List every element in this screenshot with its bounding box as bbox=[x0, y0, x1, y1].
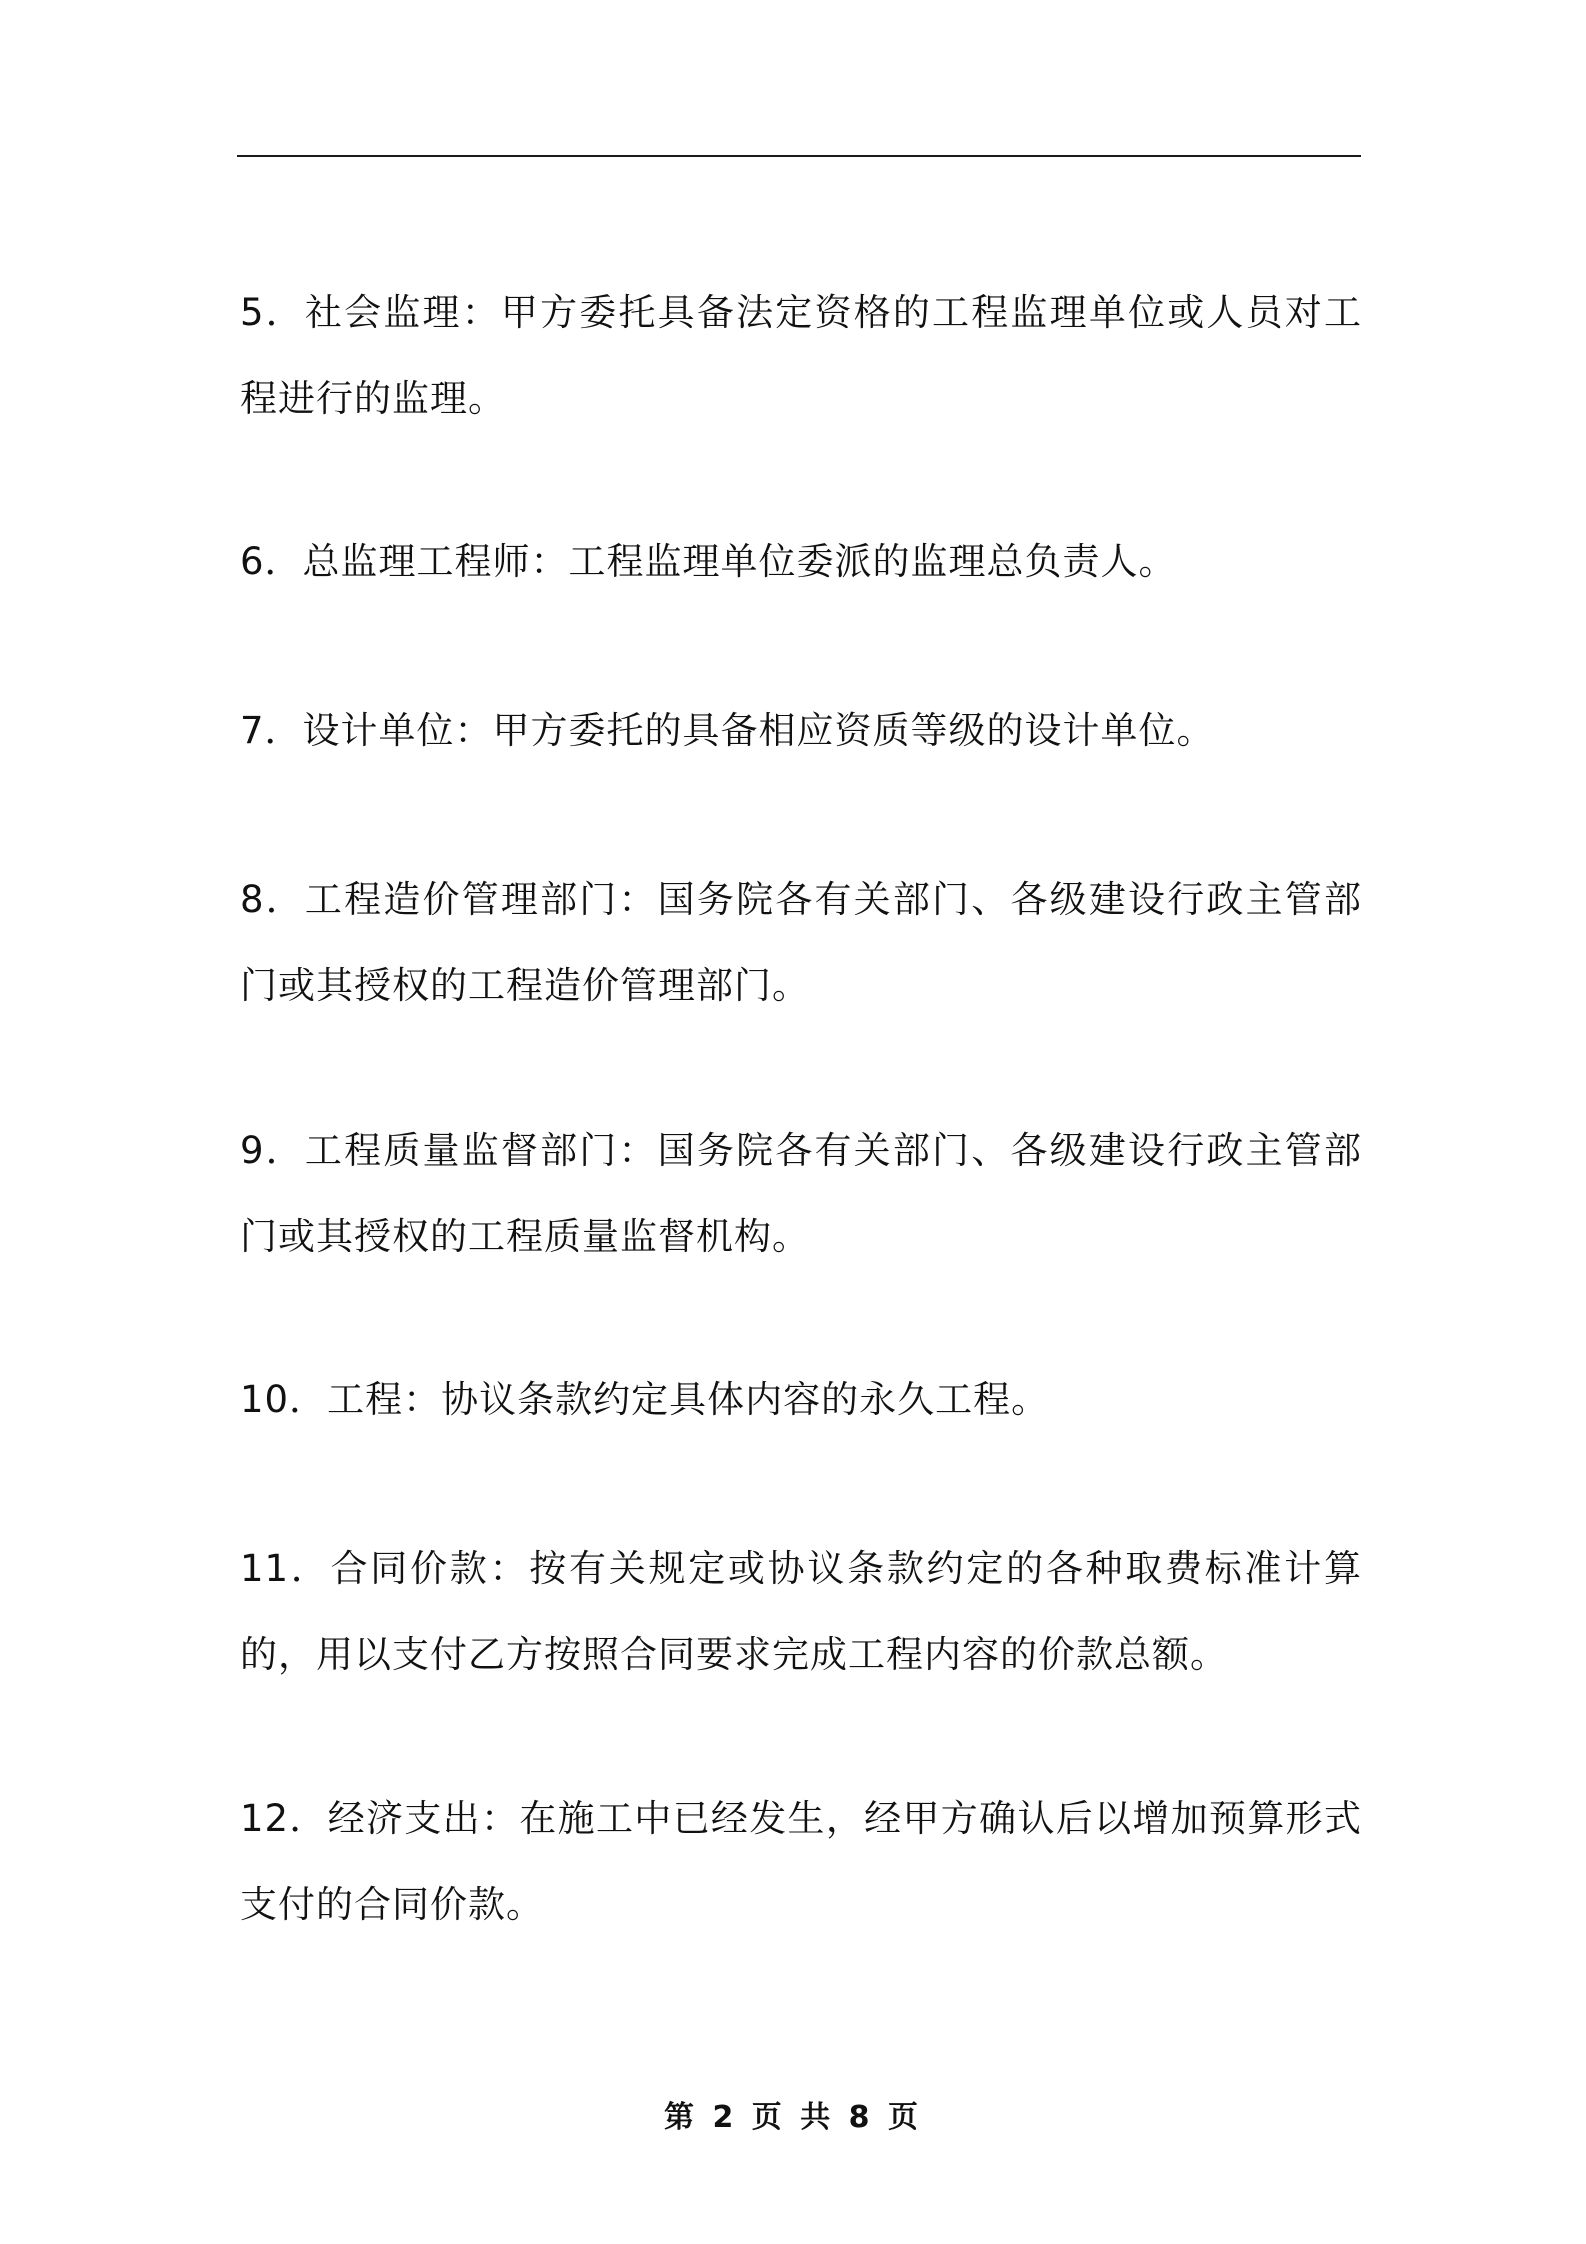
clause-9: 9．工程质量监督部门：国务院各有关部门、各级建设行政主管部门或其授权的工程质量监督机构。 bbox=[240, 1129, 1362, 1258]
clause-12: 12．经济支出：在施工中已经发生，经甲方确认后以增加预算形式支付的合同价款。 bbox=[240, 1797, 1362, 1926]
clause-6: 6．总监理工程师：工程监理单位委派的监理总负责人。 bbox=[240, 540, 1177, 583]
clause-8: 8．工程造价管理部门：国务院各有关部门、各级建设行政主管部门或其授权的工程造价管理部门。 bbox=[240, 878, 1362, 1007]
clause-10: 10．工程：协议条款约定具体内容的永久工程。 bbox=[240, 1378, 1050, 1421]
clause-5: 5．社会监理：甲方委托具备法定资格的工程监理单位或人员对工程进行的监理。 bbox=[240, 291, 1362, 420]
page-number-footer: 第 2 页 共 8 页 bbox=[664, 2100, 922, 2135]
header-rule bbox=[237, 155, 1361, 157]
clause-7: 7．设计单位：甲方委托的具备相应资质等级的设计单位。 bbox=[240, 709, 1215, 752]
clause-11: 11．合同价款：按有关规定或协议条款约定的各种取费标准计算的，用以支付乙方按照合同要求完成工程内容的价款总额。 bbox=[240, 1547, 1362, 1676]
